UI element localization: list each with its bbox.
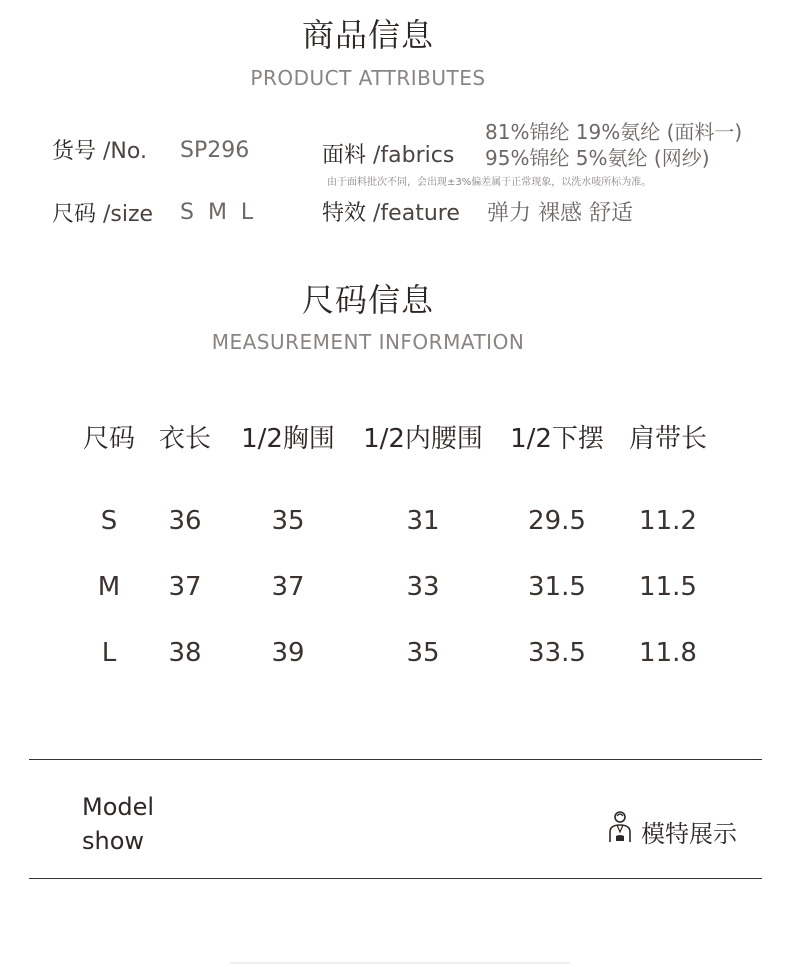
cell-size: M bbox=[97, 572, 121, 602]
model-show-title-cn: 模特展示 bbox=[641, 820, 737, 848]
table-row bbox=[70, 620, 714, 686]
header-size: 尺码 bbox=[82, 423, 135, 454]
item-no-label bbox=[52, 134, 147, 165]
size-label bbox=[52, 197, 153, 228]
model-section-top-divider bbox=[29, 759, 762, 760]
fabric-label bbox=[322, 138, 454, 169]
cell-strap-length: 11.8 bbox=[639, 638, 697, 668]
measurement-table bbox=[70, 404, 714, 686]
fabric-label-cn: 面料 bbox=[322, 143, 367, 168]
size-value: S M L bbox=[180, 200, 254, 225]
measurement-title-en: MEASUREMENT INFORMATION bbox=[211, 330, 525, 354]
size-label-en: /size bbox=[103, 202, 154, 227]
model-person-icon bbox=[608, 810, 632, 844]
feature-label-cn: 特效 bbox=[322, 201, 367, 226]
feature-label bbox=[322, 196, 460, 227]
cell-length: 38 bbox=[168, 638, 202, 668]
cell-size: L bbox=[101, 638, 117, 668]
header-half-bust: 1/2胸围 bbox=[241, 423, 335, 454]
measurement-header-row bbox=[70, 404, 714, 468]
fabric-line-1: 81%锦纶 19%氨纶 (面料一) bbox=[485, 120, 743, 144]
cell-half-waist: 35 bbox=[406, 638, 440, 668]
cell-half-waist: 31 bbox=[406, 506, 440, 536]
header-strap-length: 肩带长 bbox=[628, 423, 707, 454]
cell-half-bust: 37 bbox=[271, 572, 305, 602]
fabric-line-2: 95%锦纶 5%氨纶 (网纱) bbox=[485, 146, 710, 170]
fabric-label-en: /fabrics bbox=[373, 143, 455, 168]
cell-strap-length: 11.5 bbox=[639, 572, 697, 602]
product-title-cn: 商品信息 bbox=[301, 16, 434, 54]
table-row bbox=[70, 554, 714, 620]
next-image-edge bbox=[230, 962, 570, 964]
header-length: 衣长 bbox=[158, 423, 211, 454]
cell-half-hem: 33.5 bbox=[528, 638, 586, 668]
cell-half-bust: 39 bbox=[271, 638, 305, 668]
feature-value: 弹力 裸感 舒适 bbox=[487, 201, 633, 226]
cell-half-bust: 35 bbox=[271, 506, 305, 536]
model-show-title-en-line1: Model bbox=[82, 793, 155, 821]
cell-length: 36 bbox=[168, 506, 202, 536]
item-no-label-cn: 货号 bbox=[52, 139, 97, 164]
model-section-bottom-divider bbox=[29, 878, 762, 879]
feature-label-en: /feature bbox=[373, 201, 460, 226]
fabric-note: 由于面料批次不同，会出现±3%偏差属于正常现象，以洗水唛所标为准。 bbox=[327, 177, 652, 188]
cell-half-hem: 31.5 bbox=[528, 572, 586, 602]
model-show-title-en-line2: show bbox=[82, 827, 145, 855]
cell-size: S bbox=[100, 506, 118, 536]
measurement-title-cn: 尺码信息 bbox=[301, 281, 434, 319]
header-half-hem: 1/2下摆 bbox=[510, 423, 604, 454]
cell-length: 37 bbox=[168, 572, 202, 602]
item-no-value: SP296 bbox=[180, 138, 250, 163]
header-half-waist: 1/2内腰围 bbox=[363, 423, 483, 454]
model-show-title-en bbox=[82, 790, 154, 858]
cell-half-waist: 33 bbox=[406, 572, 440, 602]
product-title-en: PRODUCT ATTRIBUTES bbox=[250, 66, 486, 90]
cell-half-hem: 29.5 bbox=[528, 506, 586, 536]
size-label-cn: 尺码 bbox=[52, 202, 97, 227]
cell-strap-length: 11.2 bbox=[639, 506, 697, 536]
item-no-label-en: /No. bbox=[103, 139, 147, 164]
table-row bbox=[70, 468, 714, 554]
